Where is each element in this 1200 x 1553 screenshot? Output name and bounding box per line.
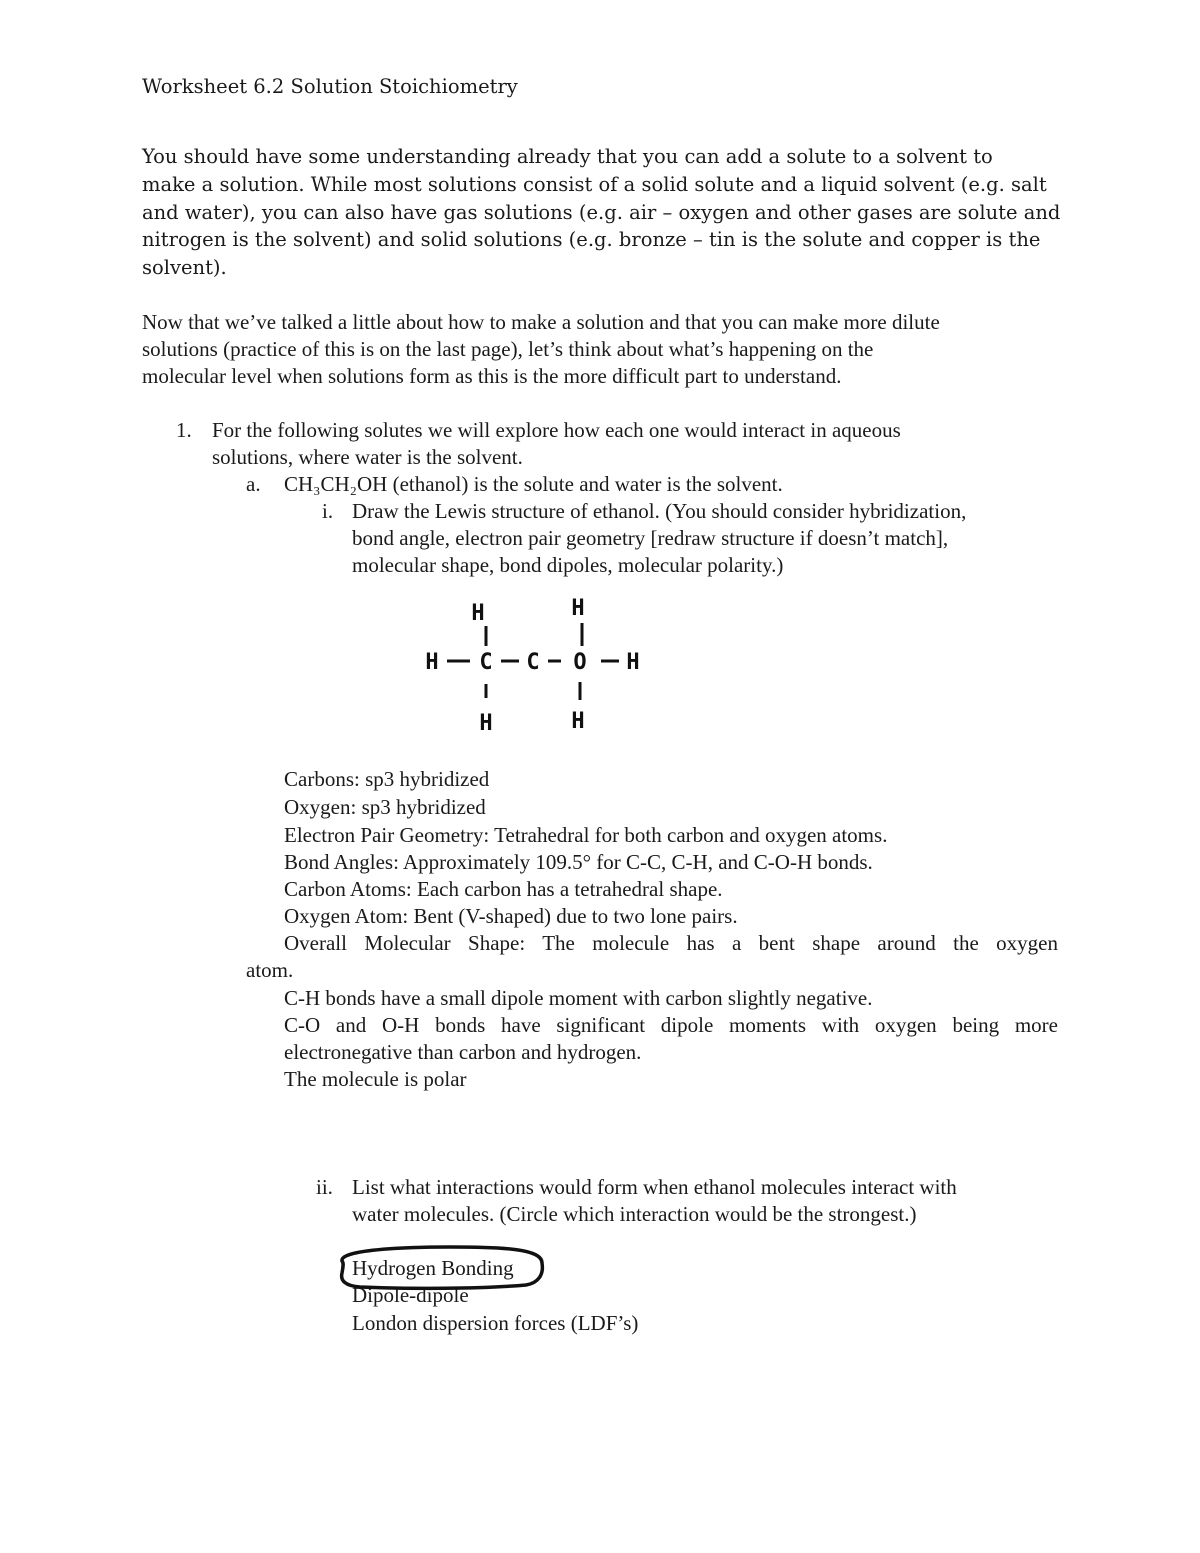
part-a-label: a. (246, 472, 261, 496)
question-number: 1. (176, 418, 192, 442)
answer-oxygen-atom: Oxygen Atom: Bent (V-shaped) due to two lone pairs. (284, 904, 738, 928)
answer-co-dipole-line-2: electronegative than carbon and hydrogen. (284, 1040, 642, 1064)
answer-co-dipole-line-1: C-O and O-H bonds have significant dipole moments with oxygen being more (284, 1013, 1058, 1037)
atom-h-top-2: H (571, 596, 585, 621)
ethanol-lewis-structure (420, 590, 660, 740)
atom-h-bottom-1: H (479, 711, 493, 736)
part-i-label: i. (322, 499, 334, 523)
atom-o: O (573, 650, 587, 675)
answer-carbon-atoms: Carbon Atoms: Each carbon has a tetrahedral shape. (284, 877, 723, 901)
answer-overall-shape-line-2: atom. (246, 958, 294, 982)
answer-angles: Bond Angles: Approximately 109.5° for C-C, C-H, and C-O-H bonds. (284, 850, 873, 874)
interaction-dipole-dipole: Dipole-dipole (352, 1283, 469, 1307)
atom-c1: C (479, 650, 493, 675)
answer-oxygen: Oxygen: sp3 hybridized (284, 795, 486, 819)
interaction-ldf: London dispersion forces (LDF’s) (352, 1311, 639, 1335)
part-ii-line-2: water molecules. (Circle which interaction would be the strongest.) (352, 1202, 917, 1226)
para2-line-3: molecular level when solutions form as this is the more difficult part to understand. (142, 364, 842, 388)
atom-h-right: H (626, 650, 640, 675)
answer-overall-shape-line-1: Overall Molecular Shape: The molecule has a bent shape around the oxygen (284, 931, 1058, 955)
intro-line-3: and water), you can also have gas solutions (e.g. air – oxygen and other gases are solute and (142, 201, 1061, 224)
part-a-text (284, 471, 783, 498)
page-title: Worksheet 6.2 Solution Stoichiometry (142, 75, 518, 98)
answer-carbons: Carbons: sp3 hybridized (284, 767, 490, 791)
intro-line-1: You should have some understanding already that you can add a solute to a solvent to (142, 145, 993, 168)
question-line-2: solutions, where water is the solvent. (212, 445, 523, 469)
intro-line-2: make a solution. While most solutions consist of a solid solute and a liquid solvent (e.g. salt (142, 173, 1047, 196)
part-ii-label: ii. (316, 1175, 333, 1199)
intro-line-5: solvent). (142, 256, 227, 279)
part-i-line-2: bond angle, electron pair geometry [redraw structure if doesn’t match], (352, 526, 949, 550)
atom-h-left: H (425, 650, 439, 675)
part-ii-line-1: List what interactions would form when ethanol molecules interact with (352, 1175, 957, 1199)
part-i-line-1: Draw the Lewis structure of ethanol. (You should consider hybridization, (352, 499, 967, 523)
ethanol-formula: CH₃CH₂OH (284, 472, 388, 496)
atom-h-top-1: H (471, 601, 485, 626)
atom-h-bottom-2: H (571, 709, 585, 734)
question-line-1: For the following solutes we will explore how each one would interact in aqueous (212, 418, 901, 442)
answer-polarity: The molecule is polar (284, 1067, 467, 1091)
para2-line-1: Now that we’ve talked a little about how to make a solution and that you can make more dilute (142, 310, 940, 334)
answer-ch-dipole: C-H bonds have a small dipole moment with carbon slightly negative. (284, 986, 873, 1010)
answer-geometry: Electron Pair Geometry: Tetrahedral for both carbon and oxygen atoms. (284, 823, 888, 847)
interaction-hydrogen-bonding: Hydrogen Bonding (352, 1256, 514, 1280)
part-i-line-3: molecular shape, bond dipoles, molecular polarity.) (352, 553, 784, 577)
intro-line-4: nitrogen is the solvent) and solid solutions (e.g. bronze – tin is the solute and copper is the (142, 228, 1041, 251)
atom-c2: C (526, 650, 540, 675)
para2-line-2: solutions (practice of this is on the last page), let’s think about what’s happening on the (142, 337, 874, 361)
part-a-description: (ethanol) is the solute and water is the solvent. (387, 472, 783, 496)
